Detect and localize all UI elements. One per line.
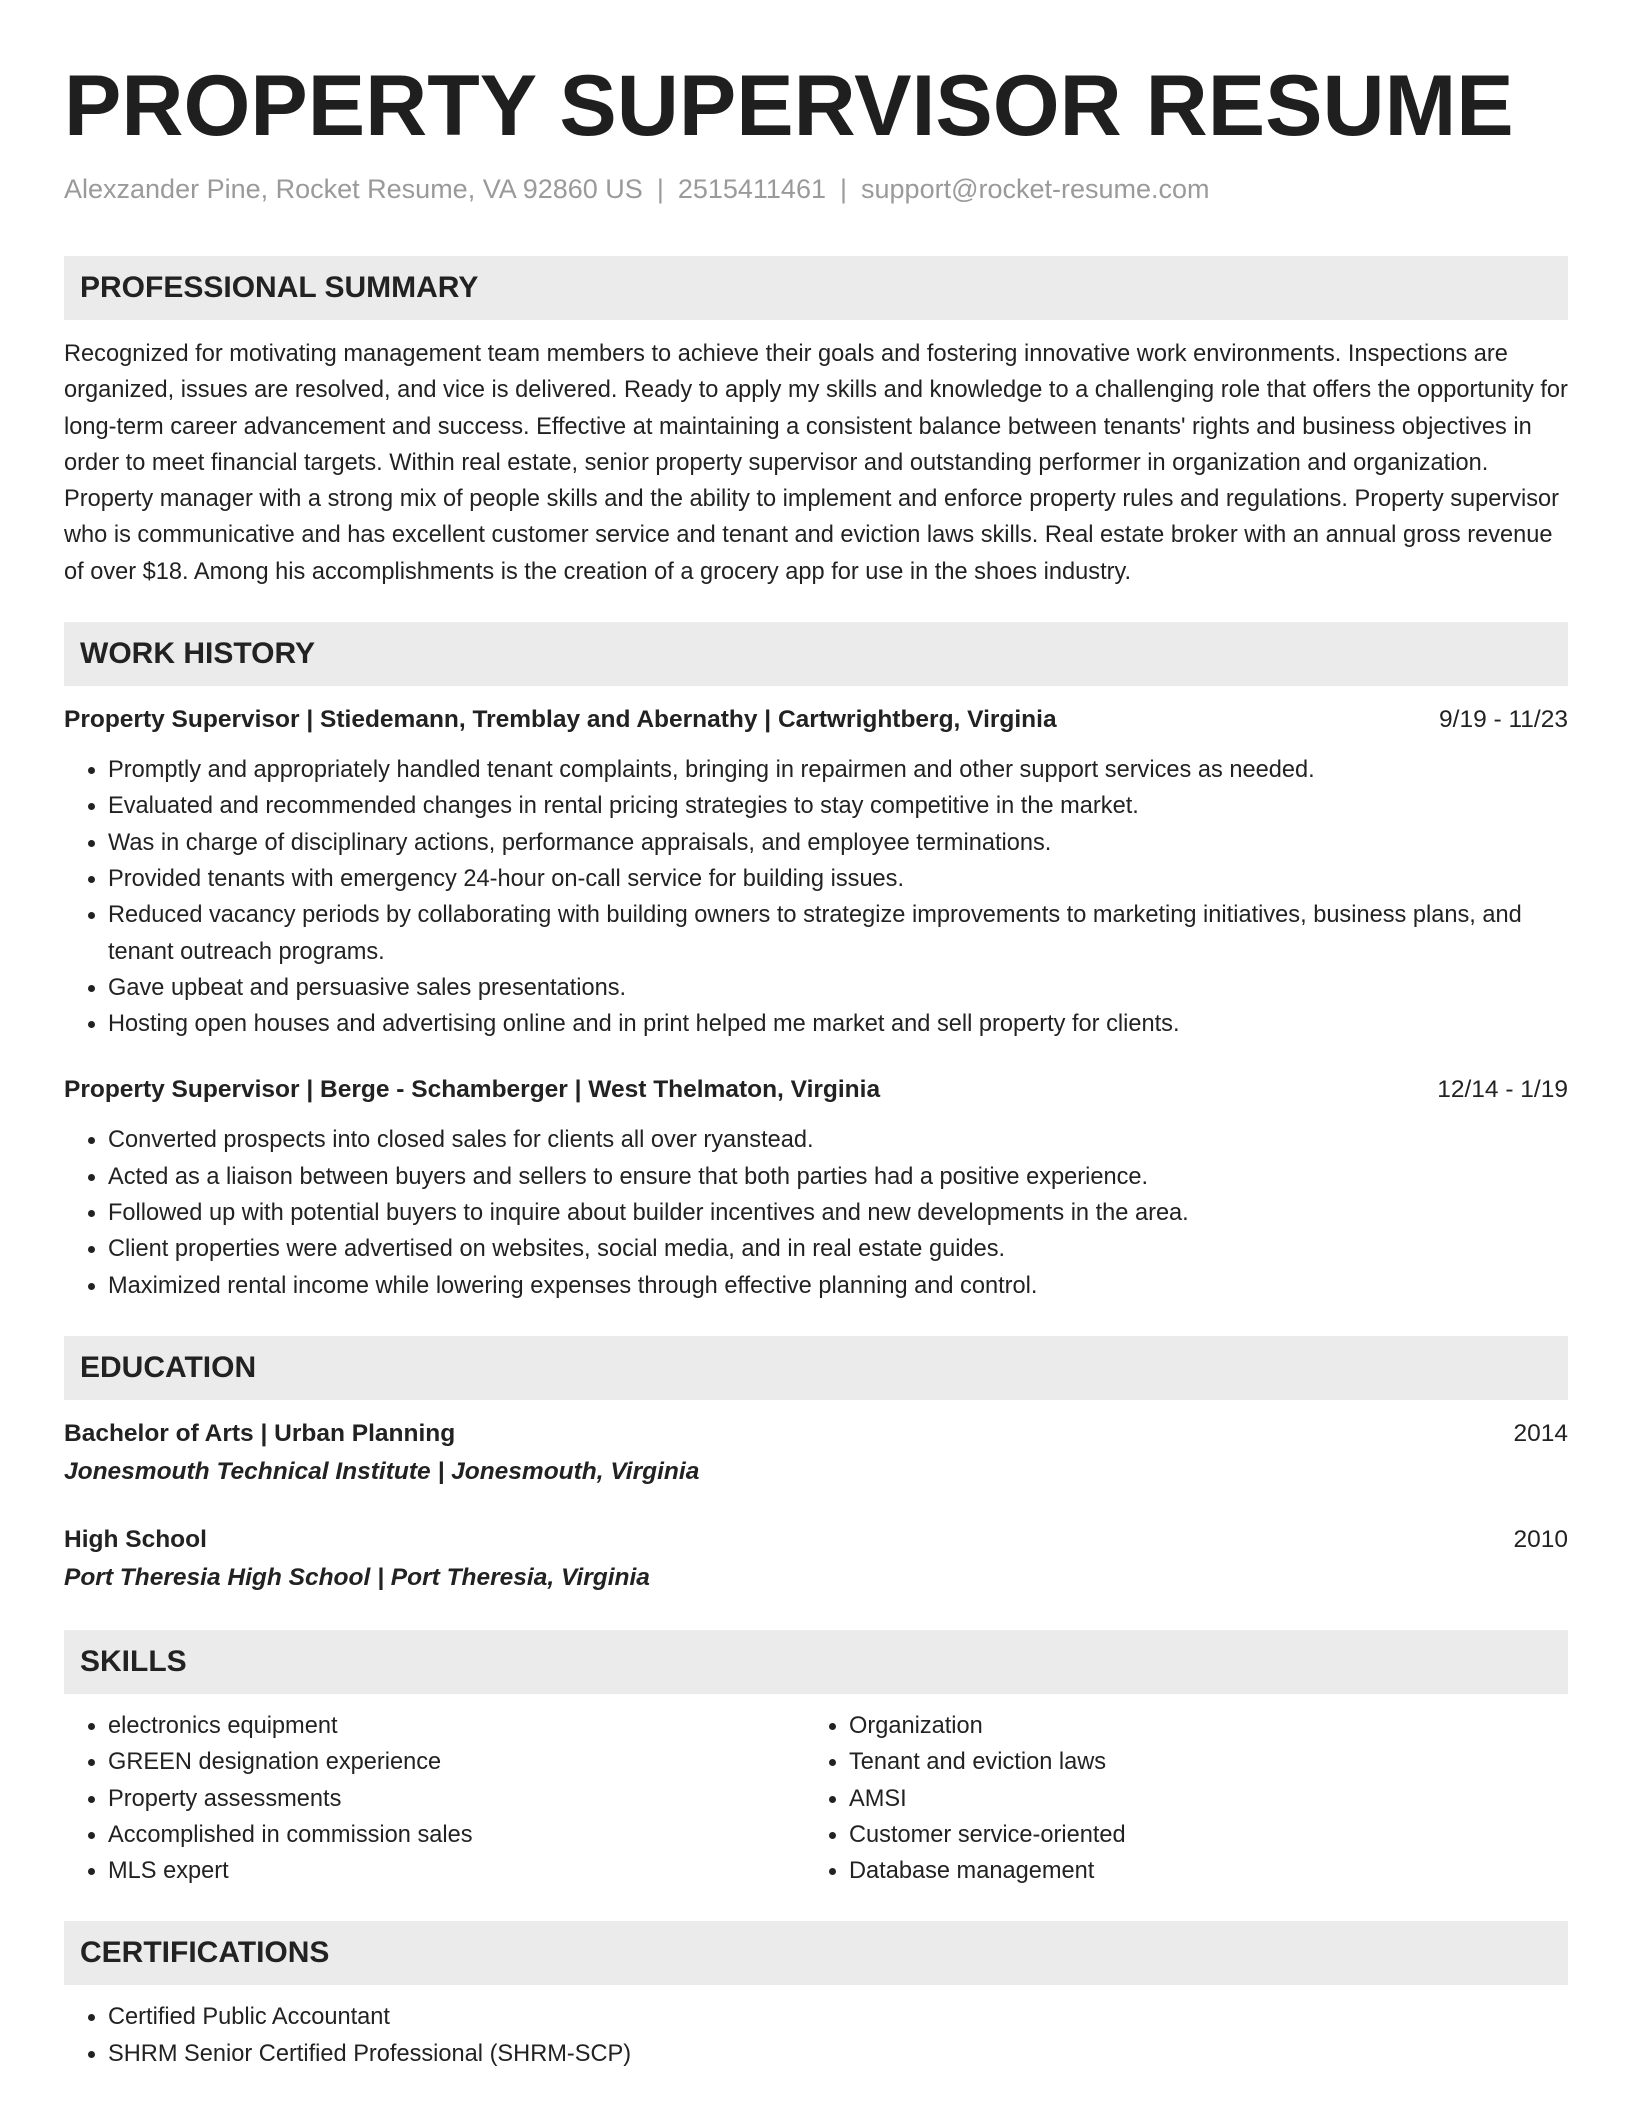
list-item: • Reduced vacancy periods by collaborating with building owners to strategize improvements to marketing initiatives, business plans, and tenant outreach programs.	[108, 897, 1568, 970]
certifications-list	[64, 1999, 1568, 2072]
list-item: • Customer service-oriented	[849, 1817, 1568, 1853]
contact-line	[64, 172, 1568, 206]
education-school: Port Theresia High School | Port Theresia, Virginia	[64, 1563, 650, 1591]
education-degree: Bachelor of Arts | Urban Planning	[64, 1419, 456, 1447]
contact-separator: |	[656, 174, 664, 204]
list-item: • Certified Public Accountant	[108, 1999, 1568, 2035]
list-item: • Acted as a liaison between buyers and sellers to ensure that both parties had a positive experience.	[108, 1159, 1568, 1195]
section-header-work-history: WORK HISTORY	[64, 622, 1568, 686]
skills-columns	[64, 1708, 1568, 1889]
list-item: • MLS expert	[108, 1853, 805, 1889]
list-item: • GREEN designation experience	[108, 1744, 805, 1780]
education-year: 2010	[1513, 1525, 1568, 1553]
job-title: Property Supervisor | Berge - Schamberger | West Thelmaton, Virginia	[64, 1076, 881, 1104]
job-entry	[64, 1072, 1568, 1303]
contact-separator: |	[840, 174, 848, 204]
list-item: • AMSI	[849, 1781, 1568, 1817]
education-year: 2014	[1513, 1419, 1568, 1447]
list-item: • Property assessments	[108, 1781, 805, 1817]
summary-text: Recognized for motivating management team members to achieve their goals and fostering innovative work environments. Inspections are organized, issues are resolved, and vice is delivered. Ready to apply my skills and knowledge to a challenging role that offers the opportunity for long-term career advancement and success. Effective at maintaining a consistent balance between tenants' rights and business objectives in order to meet financial targets. Within real estate, senior property supervisor and outstanding performer in organization and organization. Property manager with a strong mix of people skills and the ability to implement and enforce property rules and regulations. Property supervisor who is communicative and has excellent customer service and tenant and eviction laws skills. Real estate broker with an annual gross revenue of over $18. Among his accomplishments is the creation of a grocery app for use in the shoes industry.	[64, 341, 1568, 585]
list-item: • Database management	[849, 1853, 1568, 1889]
list-item: • Client properties were advertised on websites, social media, and in real estate guides.	[108, 1231, 1568, 1267]
list-item: • Maximized rental income while lowering expenses through effective planning and control.	[108, 1268, 1568, 1304]
education-header	[64, 1522, 1568, 1558]
contact-email: support@rocket-resume.com	[861, 174, 1210, 204]
job-entry	[64, 702, 1568, 1042]
list-item: • Followed up with potential buyers to inquire about builder incentives and new developments in the area.	[108, 1195, 1568, 1231]
list-item: • Organization	[849, 1708, 1568, 1744]
education-degree: High School	[64, 1525, 207, 1553]
job-header	[64, 1072, 1568, 1108]
list-item: • Hosting open houses and advertising online and in print helped me market and sell property for clients.	[108, 1006, 1568, 1042]
skills-list-right	[805, 1708, 1568, 1889]
job-dates: 12/14 - 1/19	[1437, 1076, 1568, 1104]
list-item: • Provided tenants with emergency 24-hour on-call service for building issues.	[108, 861, 1568, 897]
list-item: • Gave upbeat and persuasive sales presentations.	[108, 970, 1568, 1006]
job-bullets	[64, 752, 1568, 1042]
list-item: • Converted prospects into closed sales for clients all over ryanstead.	[108, 1122, 1568, 1158]
list-item: • Evaluated and recommended changes in rental pricing strategies to stay competitive in the market.	[108, 788, 1568, 824]
job-dates: 9/19 - 11/23	[1439, 706, 1568, 734]
list-item: • Tenant and eviction laws	[849, 1744, 1568, 1780]
section-header-summary: PROFESSIONAL SUMMARY	[64, 256, 1568, 320]
job-bullets	[64, 1122, 1568, 1303]
education-school: Jonesmouth Technical Institute | Jonesmouth, Virginia	[64, 1457, 700, 1485]
job-header	[64, 702, 1568, 738]
education-entry	[64, 1416, 1568, 1492]
education-entry	[64, 1522, 1568, 1598]
list-item: • electronics equipment	[108, 1708, 805, 1744]
list-item: • Promptly and appropriately handled tenant complaints, bringing in repairmen and other support services as needed.	[108, 752, 1568, 788]
list-item: • SHRM Senior Certified Professional (SHRM-SCP)	[108, 2036, 1568, 2072]
page-title: PROPERTY SUPERVISOR RESUME	[64, 58, 1514, 154]
job-title: Property Supervisor | Stiedemann, Tremblay and Abernathy | Cartwrightberg, Virginia	[64, 706, 1057, 734]
list-item: • Was in charge of disciplinary actions, performance appraisals, and employee terminations.	[108, 825, 1568, 861]
section-header-skills: SKILLS	[64, 1630, 1568, 1694]
skills-list-left	[64, 1708, 805, 1889]
education-header	[64, 1416, 1568, 1452]
section-header-certifications: CERTIFICATIONS	[64, 1921, 1568, 1985]
contact-address: Alexzander Pine, Rocket Resume, VA 92860 US	[64, 174, 643, 204]
section-header-education: EDUCATION	[64, 1336, 1568, 1400]
contact-phone: 2515411461	[677, 174, 826, 204]
list-item: • Accomplished in commission sales	[108, 1817, 805, 1853]
